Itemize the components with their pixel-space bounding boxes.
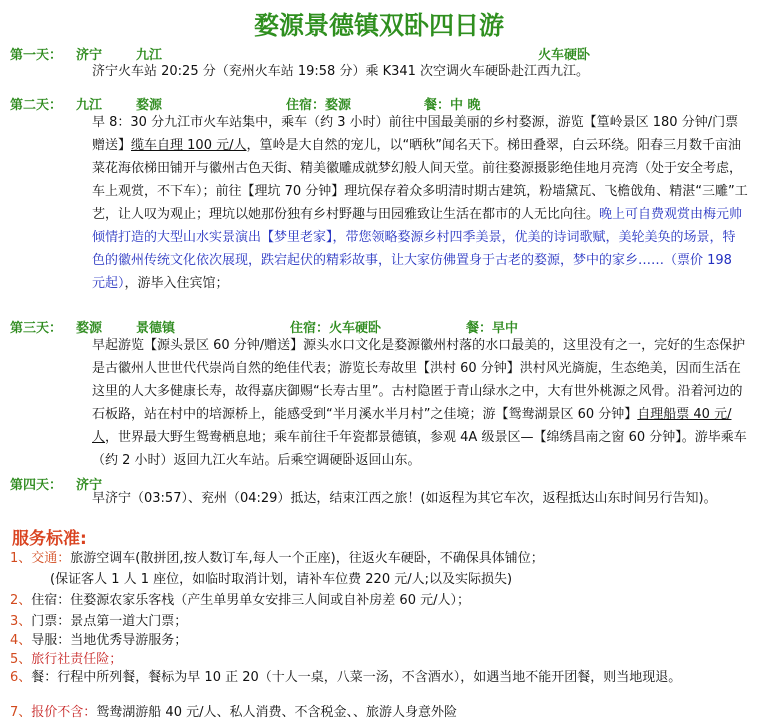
- day2-text: [92, 111, 748, 295]
- service-item-text: 鸳鸯湖游船 40 元/人、私人消费、不含税金、、旅游人身意外险: [96, 705, 457, 720]
- day1-label: 第一天：: [10, 48, 63, 63]
- service-item-text: 当地优秀导游服务；: [70, 633, 188, 648]
- day2-cable-car-note: 缆车自理 100 元/人: [131, 138, 247, 153]
- service-item-label: 报价不含：: [31, 705, 97, 720]
- day1-route-from: 济宁: [76, 48, 103, 63]
- day4-route-from: 济宁: [76, 478, 103, 493]
- day2-evening-show: 晚上可自费观赏由梅元帅倾情打造的大型山水实景演出【梦里老家】，带您领略婺源乡村四季美景，优美的诗词歌赋，美轮美奂的场景，特色的徽州传统文化依次展现，跌宕起伏的精彩故事，让大家仿佛置身于古老的婺源，梦中的家乡……（票价 198 元起）: [92, 207, 743, 291]
- service-item-number: 1、: [10, 551, 32, 566]
- day1-transport: 火车硬卧: [538, 48, 591, 63]
- service-item-number: 6、: [10, 670, 32, 685]
- day3-text: [92, 334, 748, 472]
- day2-lodging: 住宿：婺源: [286, 98, 352, 113]
- day1-text: 济宁火车站 20:25 分（兖州火车站 19:58 分）乘 K341 次空调火车硬卧赴江西九江。: [92, 64, 590, 79]
- day3-label: 第三天：: [10, 321, 63, 336]
- service-item-text: 行程中所列餐，餐标为早 10 正 20（十人一桌，八菜一汤，不含酒水），如遇当地不能开团餐，则当地现退。: [57, 670, 682, 685]
- service-item-label: 餐：: [31, 670, 58, 685]
- service-item-label: 门票：: [31, 614, 71, 629]
- service-item-text: 旅游空调车(散拼团,按人数订车,每人一个正座)，往返火车硬卧，不确保具体铺位；: [70, 551, 544, 566]
- service-item-number: 5、: [10, 652, 32, 667]
- service-item-number: 2、: [10, 593, 32, 608]
- day3-boat-note: 自理船票 40 元/人: [92, 407, 732, 445]
- day1-route-to: 九江: [136, 48, 163, 63]
- service-item-number: 3、: [10, 614, 32, 629]
- service-item-label: 住宿：: [31, 593, 71, 608]
- day3-text-c: ，世界最大野生鸳鸯栖息地；乘车前往千年瓷都景德镇，参观 4A 级景区—【绵绣昌南之窗 60 分钟】。游毕乘车（约 2 小时）返回九江火车站。后乘空调硬卧返回山东。: [92, 430, 747, 468]
- service-item-transport: [10, 548, 750, 590]
- service-item-label: 旅行社责任险；: [31, 652, 123, 667]
- service-item-guide: [10, 630, 750, 651]
- day3-route-to: 景德镇: [136, 321, 176, 336]
- day2-text-c: ，篁岭是大自然的宠儿，以“晒秋”闻名天下。梯田叠翠，白云环绕。阳春三月数千亩油菜花海依梯田铺开与徽州古色天街、精美徽雕成就梦幻般人间天堂。前往婺源摄影绝佳地月亮湾（处于安全考虑，车上观赏，不下车）；前往【理坑 70 分钟】理坑保存着众多明清时期古建筑，粉墙黛瓦、飞檐戗角、精湛“三雕”工艺，让人叹为观止；理坑以她那份独有乡村野趣与田园雅致让生活在都市的人无比向往。: [92, 138, 748, 222]
- day3-meals: 餐：早中: [466, 321, 519, 336]
- day3-lodging: 住宿：火车硬卧: [290, 321, 382, 336]
- service-item-lodging: [10, 590, 750, 611]
- service-item-number: 4、: [10, 633, 32, 648]
- day2-text-a: 早 8：30 分九江市火车站集中，乘车（约 3 小时）前往中国最美丽的乡村婺源，游览【篁岭景区 180 分钟/门票赠送】: [92, 115, 739, 153]
- day2-route-to: 婺源: [136, 98, 163, 113]
- day4-label: 第四天：: [10, 478, 63, 493]
- service-item-label: 导服：: [31, 633, 71, 648]
- service-item-text: 景点第一道大门票；: [70, 614, 188, 629]
- day3-route-from: 婺源: [76, 321, 103, 336]
- service-item-tickets: [10, 611, 750, 632]
- service-item-note: (保证客人 1 人 1 座位，如临时取消计划，请补车位费 220 元/人;以及实际损失): [50, 572, 513, 587]
- service-item-meals: [10, 667, 730, 688]
- service-item-text: 住婺源农家乐客栈（产生单男单女安排三人间或自补房差 60 元/人）；: [70, 593, 470, 608]
- service-item-label: 交通：: [31, 551, 71, 566]
- service-item-number: 7、: [10, 705, 32, 720]
- day2-text-end: ，游毕入住宾馆；: [124, 276, 229, 291]
- day2-route-from: 九江: [76, 98, 103, 113]
- day3-text-a: 早起游览【源头景区 60 分钟/赠送】源头水口文化是婺源徽州村落的水口最美的，这里没有之一，完好的生态保护是古徽州人世世代代崇尚自然的绝佳代表；游览长寿故里【洪村 60 分钟】洪村风光旖旎，生态绝美，因而生活在这里的人大多健康长寿，故得嘉庆御赐“长寿古里”。古村隐匿于青山绿水之中，大有世外桃源之风骨。沿着河边的石板路，站在村中的培源桥上，能感受到“半月溪水半月村”之佳境；游【鸳鸯湖景区 60 分钟】: [92, 338, 746, 422]
- day2-label: 第二天：: [10, 98, 63, 113]
- day2-meals: 餐：中 晚: [424, 98, 481, 113]
- service-item-excluded: [10, 702, 750, 723]
- service-heading: 服务标准:: [12, 529, 87, 549]
- page-title: 婺源景德镇双卧四日游: [253, 11, 504, 40]
- day4-text: 早济宁（03:57）、兖州（04:29）抵达，结束江西之旅！(如返程为其它车次，返程抵达山东时间另行告知)。: [92, 491, 717, 506]
